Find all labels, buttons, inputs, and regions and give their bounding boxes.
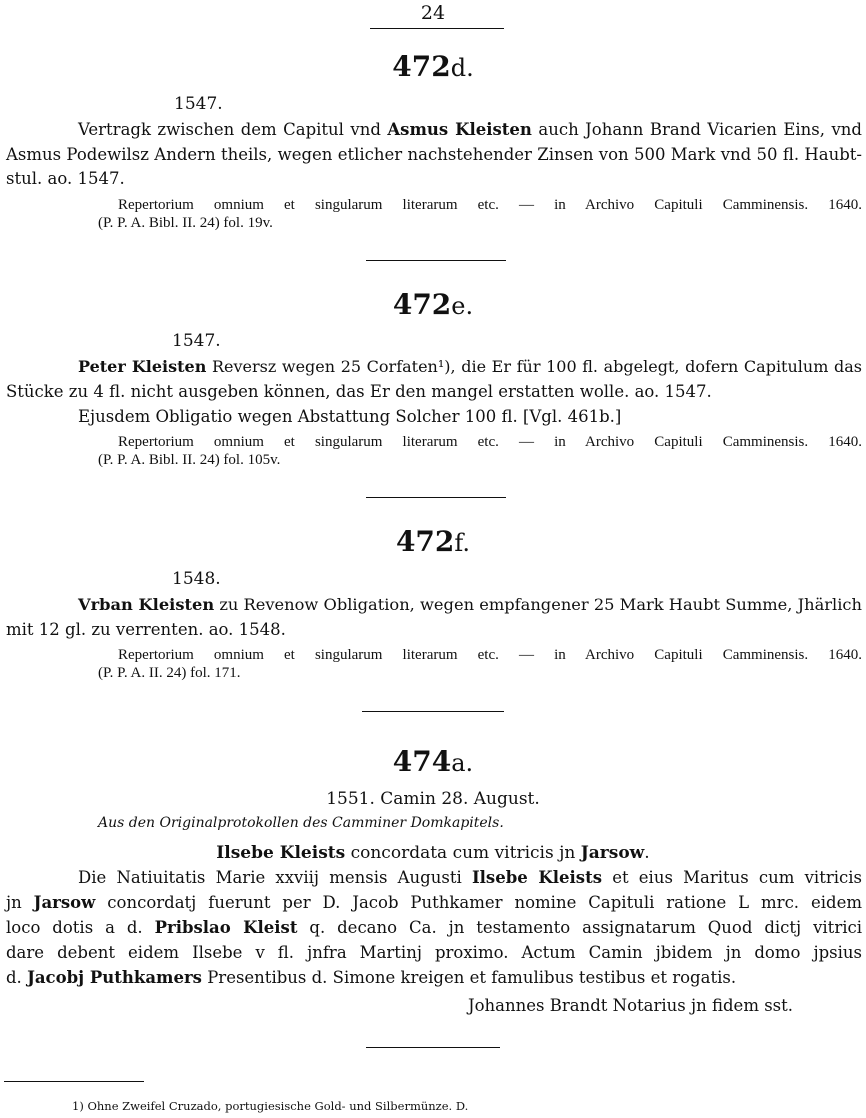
header-rule bbox=[370, 28, 504, 29]
section-divider bbox=[362, 711, 504, 712]
entry-provenance: Aus den Originalprotokollen des Camminer Domkapitels. bbox=[98, 815, 504, 831]
entry-number: 472 bbox=[395, 525, 455, 558]
source-line: Repertorium omnium et singularum literarum etc. — in Archivo Capituli Camminensis. 1640. bbox=[118, 197, 862, 213]
entry-text-line: Stücke zu 4 fl. nicht ausgeben können, das Er den mangel erstatten wolle. ao. 1547. bbox=[6, 382, 712, 401]
entry-number: 474 bbox=[392, 745, 452, 778]
footnote-rule bbox=[4, 1081, 144, 1082]
section-divider bbox=[366, 260, 506, 261]
entry-heading bbox=[0, 288, 866, 321]
entry-text-line: stul. ao. 1547. bbox=[6, 169, 125, 188]
entry-text-line: Peter Kleisten Reversz wegen 25 Corfaten¹), die Er für 100 fl. abgelegt, dofern Capitulum das bbox=[78, 357, 862, 376]
footnote: 1) Ohne Zweifel Cruzado, portugiesische Gold- und Silbermünze. D. bbox=[72, 1099, 469, 1113]
entry-text-line: Die Natiuitatis Marie xxviij mensis Augusti Ilsebe Kleists et eius Maritus cum vitricis bbox=[78, 868, 862, 887]
entry-heading bbox=[0, 745, 866, 778]
entry-text-line: dare debent eidem Ilsebe v fl. jnfra Martinj proximo. Actum Camin jbidem jn domo jpsius bbox=[6, 943, 862, 962]
entry-suffix: d. bbox=[450, 54, 474, 82]
entry-text-line: Ejusdem Obligatio wegen Abstattung Solcher 100 fl. [Vgl. 461b.] bbox=[78, 407, 622, 426]
entry-text-line: loco dotis a d. Pribslao Kleist q. decano Ca. jn testamento assignatarum Quod dictj vitrici bbox=[6, 918, 862, 937]
entry-year: 1548. bbox=[172, 569, 221, 589]
entry-text-line: Asmus Podewilsz Andern theils, wegen etlicher nachstehender Zinsen von 500 Mark vnd 50 fl. Haubt- bbox=[6, 145, 862, 164]
page-number: 24 bbox=[420, 2, 446, 24]
entry-suffix: f. bbox=[454, 529, 471, 557]
entry-text-line: jn Jarsow concordatj fuerunt per D. Jacob Puthkamer nomine Capituli ratione L mrc. eidem bbox=[6, 893, 862, 912]
entry-signature: Johannes Brandt Notarius jn fidem sst. bbox=[468, 996, 794, 1015]
entry-year: 1547. bbox=[172, 331, 221, 351]
entry-text-line: mit 12 gl. zu verrenten. ao. 1548. bbox=[6, 620, 286, 639]
entry-text-line: Vertragk zwischen dem Capitul vnd Asmus Kleisten auch Johann Brand Vicarien Eins, vnd bbox=[78, 120, 862, 139]
entry-heading bbox=[0, 525, 866, 558]
entry-year: 1547. bbox=[174, 94, 223, 114]
entry-text-line: Vrban Kleisten zu Revenow Obligation, wegen empfangener 25 Mark Haubt Summe, Jhärlich bbox=[78, 595, 862, 614]
section-divider bbox=[366, 1047, 500, 1048]
entry-text-line: d. Jacobj Puthkamers Presentibus d. Simone kreigen et famulibus testibus et rogatis. bbox=[6, 968, 737, 987]
entry-date-line: 1551. Camin 28. August. bbox=[326, 789, 540, 809]
source-line: (P. P. A. II. 24) fol. 171. bbox=[98, 665, 241, 681]
entry-suffix: e. bbox=[451, 292, 474, 320]
source-line: Repertorium omnium et singularum literarum etc. — in Archivo Capituli Camminensis. 1640. bbox=[118, 434, 862, 450]
entry-number: 472 bbox=[392, 50, 451, 83]
source-line: Repertorium omnium et singularum literarum etc. — in Archivo Capituli Camminensis. 1640. bbox=[118, 647, 862, 663]
entry-number: 472 bbox=[392, 288, 452, 321]
entry-heading bbox=[0, 50, 866, 83]
source-line: (P. P. A. Bibl. II. 24) fol. 105v. bbox=[98, 452, 281, 468]
entry-title-line: Ilsebe Kleists concordata cum vitricis jn Jarsow. bbox=[216, 843, 650, 863]
section-divider bbox=[366, 497, 506, 498]
entry-suffix: a. bbox=[451, 749, 474, 777]
source-line: (P. P. A. Bibl. II. 24) fol. 19v. bbox=[98, 215, 273, 231]
